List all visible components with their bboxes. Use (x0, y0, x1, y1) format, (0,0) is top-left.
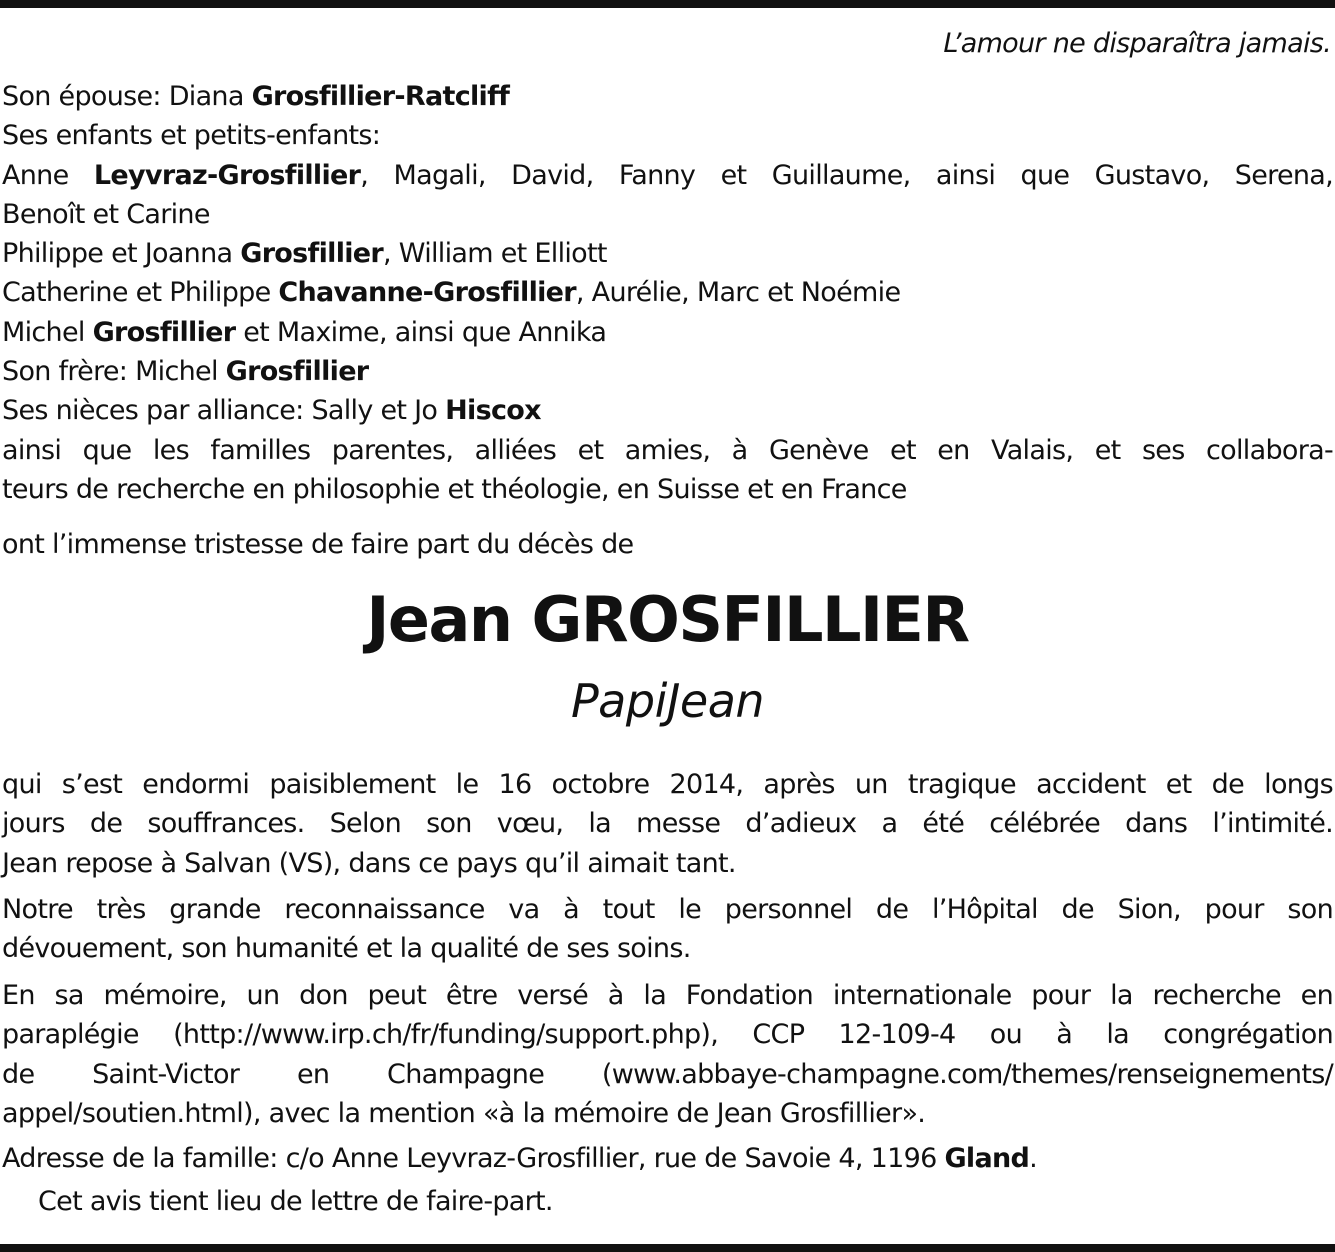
michel-rest: et Maxime, ainsi que Annika (235, 316, 607, 348)
catherine-first: Catherine et Philippe (2, 277, 279, 309)
deceased-name: Jean GROSFILLIER (366, 583, 969, 656)
brother-line (2, 352, 1333, 391)
paragraph-line: jours de souffrances. Selon son vœu, la messe d’adieux a été célébrée dans l’intimité. (2, 808, 1333, 840)
catherine-rest: , Aurélie, Marc et Noémie (575, 277, 901, 309)
philippe-surname: Grosfillier (240, 238, 384, 270)
anne-first: Anne (2, 159, 94, 191)
paragraph-line: paraplégie (http://www.irp.ch/fr/funding/support.php), CCP 12-109-4 ou à la congrégation (2, 1019, 1333, 1051)
spouse-prefix: Son épouse: Diana (2, 81, 252, 112)
paragraph-line: En sa mémoire, un don peut être versé à la Fondation internationale pour la recherche en (2, 980, 1333, 1011)
nieces-surname: Hiscox (445, 395, 541, 427)
brother-prefix: Son frère: Michel (2, 356, 226, 388)
nieces-line (2, 391, 1333, 430)
catherine-surname: Chavanne-Grosfillier (278, 277, 576, 309)
family-line-catherine (2, 273, 1333, 312)
family-line-anne (2, 156, 1333, 195)
brother-surname: Grosfillier (225, 356, 369, 388)
paragraph-line: Notre très grande reconnaissance va à tout le personnel de l’Hôpital de Sion, pour son (2, 894, 1333, 925)
address-city: Gland (944, 1143, 1030, 1174)
paragraph-line: qui s’est endormi paisiblement le 16 octobre 2014, après un tragique accident et de longs (2, 769, 1333, 800)
paragraph-line: Jean repose à Salvan (VS), dans ce pays qu’il aimait tant. (2, 847, 736, 879)
address-prefix: Adresse de la famille: c/o Anne Leyvraz-Grosfillier, rue de Savoie 4, 1196 (2, 1143, 945, 1174)
family-list (2, 77, 1333, 509)
extended-family-line-1: ainsi que les familles parentes, alliées et amies, à Genève et en Valais, et ses collabora- (2, 434, 1333, 466)
philippe-rest: , William et Elliott (383, 238, 607, 270)
spouse-line (2, 77, 1333, 116)
children-heading: Ses enfants et petits-enfants: (2, 120, 381, 152)
family-line-michel (2, 313, 1333, 352)
motto: L’amour ne disparaîtra jamais. (943, 28, 1331, 59)
anne-surname: Leyvraz-Grosfillier (93, 159, 361, 191)
family-line-anne-cont: Benoît et Carine (2, 198, 210, 230)
bottom-border-rule (0, 1244, 1335, 1252)
announcement: ont l’immense tristesse de faire part du décès de (2, 529, 634, 560)
closing-note: Cet avis tient lieu de lettre de faire-part. (38, 1186, 553, 1217)
family-address (2, 1139, 1333, 1178)
top-border-rule (0, 0, 1335, 8)
michel-first: Michel (2, 316, 93, 348)
paragraph-thanks (2, 890, 1333, 969)
deceased-nickname: PapiJean (570, 674, 765, 728)
family-line-philippe (2, 234, 1333, 273)
paragraph-line: appel/soutien.html), avec la mention «à la mémoire de Jean Grosfillier». (2, 1097, 926, 1129)
michel-surname: Grosfillier (92, 316, 236, 348)
address-suffix: . (1029, 1143, 1038, 1174)
anne-rest: , Magali, David, Fanny et Guillaume, ainsi que Gustavo, Serena, (360, 159, 1333, 191)
philippe-first: Philippe et Joanna (2, 238, 241, 270)
paragraph-death (2, 765, 1333, 883)
nieces-prefix: Ses nièces par alliance: Sally et Jo (2, 395, 446, 427)
extended-family-line-2: teurs de recherche en philosophie et théologie, en Suisse et en France (2, 473, 907, 505)
paragraph-line: de Saint-Victor en Champagne (www.abbaye-champagne.com/themes/renseignements/ (2, 1058, 1333, 1090)
paragraph-line: dévouement, son humanité et la qualité de ses soins. (2, 933, 691, 965)
spouse-name: Grosfillier-Ratcliff (251, 81, 510, 112)
paragraph-donation (2, 976, 1333, 1133)
